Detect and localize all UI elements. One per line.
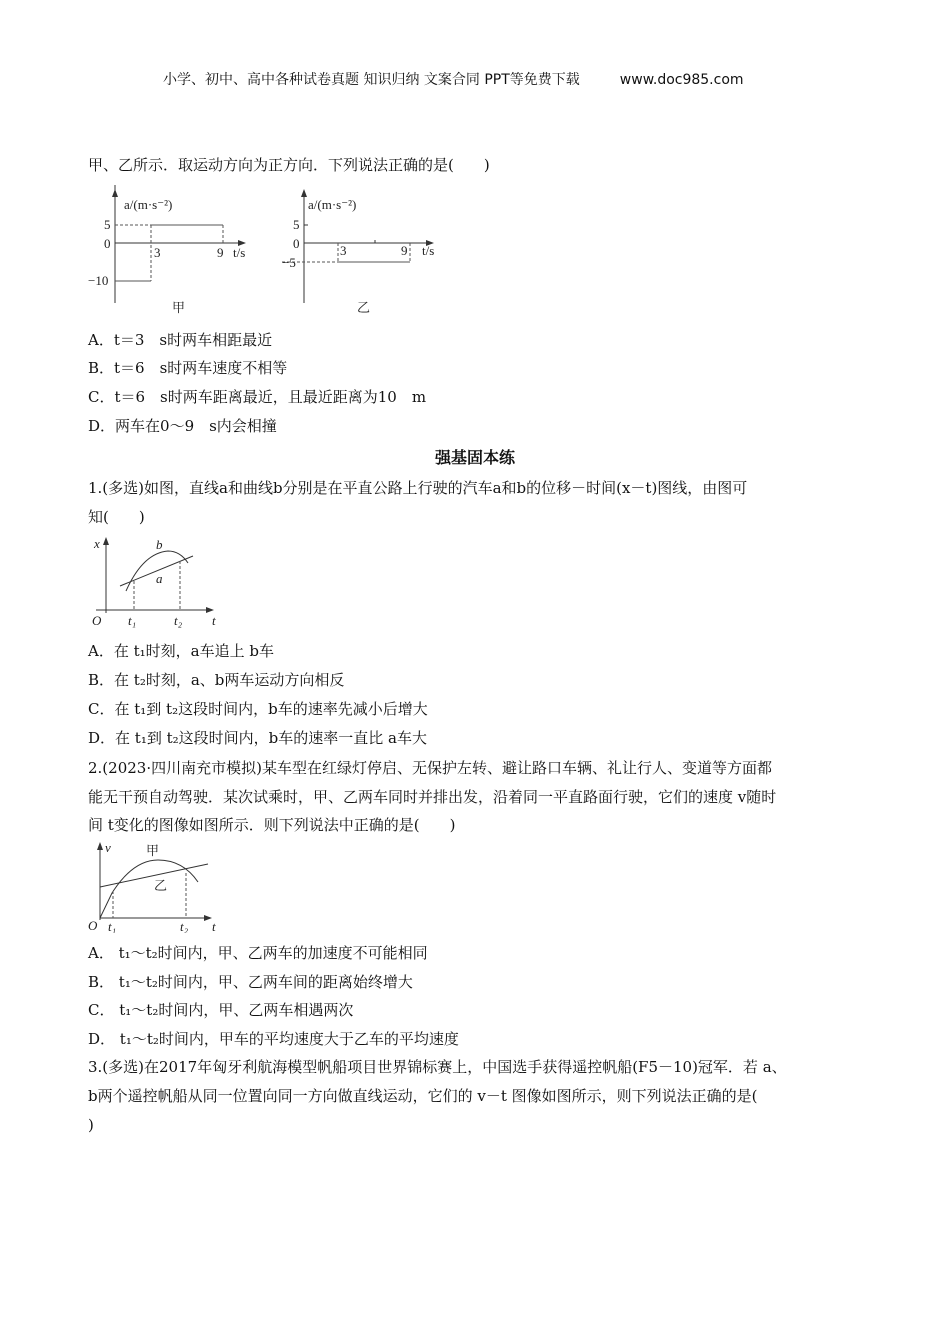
q2-option-a: A． t₁～t₂时间内，甲、乙两车的加速度不可能相同 — [88, 944, 428, 962]
q1-option-b: B．在 t₂时刻，a、b两车运动方向相反 — [88, 671, 345, 689]
axis-label-t: t — [212, 613, 216, 628]
q2-option-b: B． t₁～t₂时间内，甲、乙两车间的距离始终增大 — [88, 973, 413, 991]
q3-stem-line-1: 3.(多选)在2017年匈牙利航海模型帆船项目世界锦标赛上，中国选手获得遥控帆船(F5－10)冠军．若 a、 — [88, 1058, 787, 1076]
tick-3: 3 — [154, 245, 161, 260]
page-header — [163, 69, 744, 89]
label-a: a — [156, 571, 163, 586]
q2-stem-line-1: 2.(2023·四川南充市模拟)某车型在红绿灯停启、无保护左转、避让路口车辆、礼让行人、变道等方面都 — [88, 759, 772, 777]
section-title: 强基固本练 — [434, 448, 515, 467]
q1-option-d: D．在 t₁到 t₂这段时间内，b车的速率一直比 a车大 — [88, 729, 427, 747]
figure-jia — [80, 185, 250, 320]
q0-stem: 甲、乙所示．取运动方向为正方向．下列说法正确的是( ) — [88, 156, 490, 174]
header-url[interactable]: www.doc985.com — [619, 72, 744, 88]
q0-option-a: A．t＝3 s时两车相距最近 — [88, 331, 273, 349]
caption-jia: 甲 — [172, 301, 186, 316]
tick-t2: t₂ — [174, 613, 183, 628]
label-yi: 乙 — [154, 879, 168, 894]
figure-q1-x-t — [88, 533, 228, 628]
label-b: b — [156, 537, 163, 552]
header-text: 小学、初中、高中各种试卷真题 知识归纳 文案合同 PPT等免费下载 — [163, 72, 580, 88]
tick-t1: t₁ — [128, 613, 137, 628]
tick-9: 9 — [217, 245, 224, 260]
tick-m5: −5 — [282, 255, 296, 270]
axis-label-x: t/s — [233, 245, 246, 260]
figure-yi — [282, 185, 452, 320]
tick-m10: −10 — [88, 273, 109, 288]
q0-option-b: B．t＝6 s时两车速度不相等 — [88, 359, 288, 377]
q3-stem-line-3: ) — [88, 1116, 94, 1134]
q2-stem-line-3: 间 t变化的图像如图所示．则下列说法中正确的是( ) — [88, 816, 456, 834]
tick-t1: t₁ — [108, 919, 117, 933]
origin-label: O — [92, 613, 102, 628]
q1-stem-line-2: 知( ) — [88, 508, 145, 526]
axis-label-x: x — [94, 536, 100, 551]
q3-stem-line-2: b两个遥控帆船从同一位置向同一方向做直线运动，它们的 v－t 图像如图所示，则下列说法正确的是( — [88, 1087, 758, 1105]
tick-9: 9 — [401, 243, 408, 258]
caption-yi: 乙 — [357, 301, 371, 316]
q2-option-d: D． t₁～t₂时间内，甲车的平均速度大于乙车的平均速度 — [88, 1030, 459, 1048]
origin-label: O — [88, 918, 98, 933]
tick-5: 5 — [293, 217, 300, 232]
q0-option-c: C．t＝6 s时两车距离最近，且最近距离为10 m — [88, 388, 427, 406]
q2-stem-line-2: 能无干预自动驾驶．某次试乘时，甲、乙两车同时并排出发，沿着同一平直路面行驶，它们的速度 v随时 — [88, 788, 777, 806]
tick-0: 0 — [293, 236, 300, 251]
axis-label-t: t — [212, 919, 216, 933]
axis-label-y: a/(m·s⁻²) — [124, 197, 173, 212]
label-jia: 甲 — [146, 844, 160, 859]
tick-5: 5 — [104, 217, 111, 232]
tick-0: 0 — [104, 236, 111, 251]
q0-option-d: D．两车在0～9 s内会相撞 — [88, 417, 277, 435]
axis-label-x: t/s — [422, 243, 435, 258]
q2-option-c: C． t₁～t₂时间内，甲、乙两车相遇两次 — [88, 1001, 354, 1019]
q1-option-a: A．在 t₁时刻，a车追上 b车 — [88, 642, 274, 660]
figure-q2-v-t — [88, 838, 228, 933]
q1-stem-line-1: 1.(多选)如图，直线a和曲线b分别是在平直公路上行驶的汽车a和b的位移－时间(x－t)图线，由图可 — [88, 479, 748, 497]
q1-option-c: C．在 t₁到 t₂这段时间内，b车的速率先减小后增大 — [88, 700, 428, 718]
tick-t2: t₂ — [180, 919, 189, 933]
axis-label-y: a/(m·s⁻²) — [308, 197, 357, 212]
axis-label-v: v — [105, 840, 111, 855]
tick-3: 3 — [340, 243, 347, 258]
